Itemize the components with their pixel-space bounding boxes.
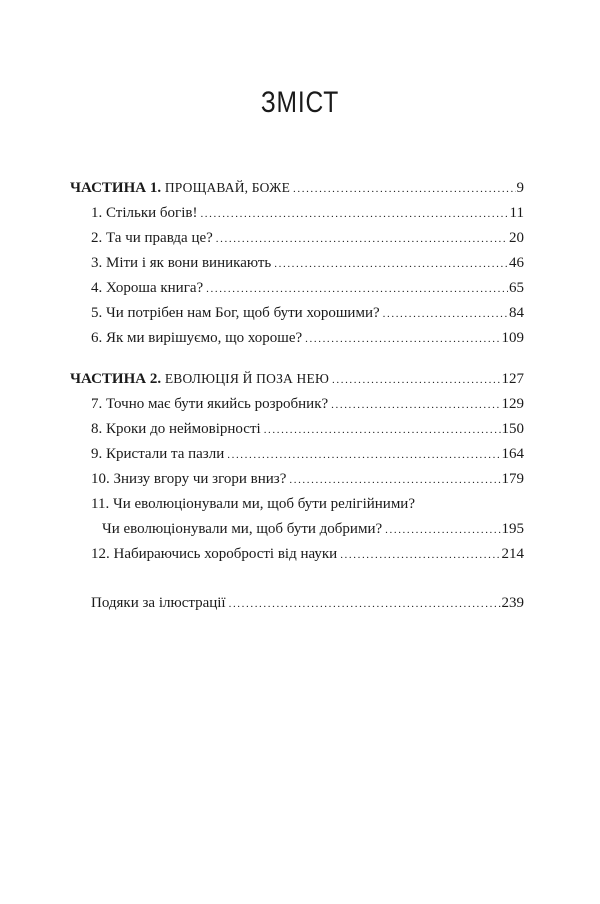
dot-leader xyxy=(229,598,501,610)
part-2-page: 127 xyxy=(501,371,524,387)
dot-leader xyxy=(385,524,500,536)
toc-chapter-1[interactable] xyxy=(70,205,524,230)
chapter-title: 5. Чи потрібен нам Бог, щоб бути хорошими? xyxy=(91,305,380,321)
part-2-label: ЧАСТИНА 2. xyxy=(70,371,162,387)
chapter-page: 164 xyxy=(501,446,524,462)
chapter-page: 11 xyxy=(509,205,524,221)
chapter-page: 20 xyxy=(509,230,524,246)
chapter-page: 179 xyxy=(501,471,524,487)
dot-leader xyxy=(264,424,501,436)
chapter-title: 6. Як ми вирішуємо, що хороше? xyxy=(91,330,303,346)
chapter-title: 7. Точно має бути якийсь розробник? xyxy=(91,396,329,412)
chapter-title: 8. Кроки до неймовірності xyxy=(91,421,261,437)
toc-chapter-6[interactable] xyxy=(70,330,524,355)
toc-chapter-11-line-1[interactable] xyxy=(70,496,524,521)
dot-leader xyxy=(340,549,500,561)
toc-acknowledgements[interactable] xyxy=(70,595,524,620)
chapter-title: 1. Стільки богів! xyxy=(91,205,198,221)
chapter-title: 10. Знизу вгору чи згори вниз? xyxy=(91,471,287,487)
chapter-title: 4. Хороша книга? xyxy=(91,280,204,296)
chapter-page: 46 xyxy=(509,255,524,271)
dot-leader xyxy=(200,208,508,220)
chapter-page: 214 xyxy=(501,546,524,562)
toc-chapter-7[interactable] xyxy=(70,396,524,421)
acknowledgements-title: Подяки за ілюстрації xyxy=(91,595,226,611)
dot-leader xyxy=(383,308,508,320)
toc-chapter-11-line-2[interactable] xyxy=(70,521,524,546)
toc-chapter-10[interactable] xyxy=(70,471,524,496)
toc-chapter-12[interactable] xyxy=(70,546,524,571)
toc-chapter-3[interactable] xyxy=(70,255,524,280)
part-2-heading xyxy=(70,371,329,388)
table-of-contents xyxy=(70,180,524,620)
toc-chapter-5[interactable] xyxy=(70,305,524,330)
toc-chapter-9[interactable] xyxy=(70,446,524,471)
dot-leader xyxy=(293,183,515,195)
chapter-page: 84 xyxy=(509,305,524,321)
chapter-title: 11. Чи еволюціонували ми, щоб бути релігійними? xyxy=(91,496,415,512)
chapter-title: 3. Міти і як вони виникають xyxy=(91,255,272,271)
dot-leader xyxy=(305,333,500,345)
chapter-title: 12. Набираючись хоробрості від науки xyxy=(91,546,338,562)
toc-part-1[interactable] xyxy=(70,180,524,205)
chapter-page: 150 xyxy=(501,421,524,437)
part-2-name: ЕВОЛЮЦІЯ Й ПОЗА НЕЮ xyxy=(164,371,330,386)
part-1-name: ПРОЩАВАЙ, БОЖЕ xyxy=(164,180,291,195)
dot-leader xyxy=(331,399,500,411)
dot-leader xyxy=(206,283,508,295)
part-1-label: ЧАСТИНА 1. xyxy=(70,180,162,196)
toc-chapter-2[interactable] xyxy=(70,230,524,255)
toc-chapter-8[interactable] xyxy=(70,421,524,446)
toc-chapter-4[interactable] xyxy=(70,280,524,305)
page-title: ЗМІСТ xyxy=(260,86,340,119)
chapter-title-continued: Чи еволюціонували ми, щоб бути добрими? xyxy=(102,521,383,537)
dot-leader xyxy=(332,374,500,386)
toc-part-2[interactable] xyxy=(70,371,524,396)
acknowledgements-page: 239 xyxy=(501,595,524,611)
dot-leader xyxy=(227,449,500,461)
part-1-heading xyxy=(70,180,290,197)
part-1-page: 9 xyxy=(516,180,524,196)
chapter-page: 195 xyxy=(501,521,524,537)
dot-leader xyxy=(274,258,508,270)
chapter-title: 9. Кристали та пазли xyxy=(91,446,225,462)
chapter-title: 2. Та чи правда це? xyxy=(91,230,213,246)
chapter-page: 109 xyxy=(501,330,524,346)
chapter-page: 129 xyxy=(501,396,524,412)
dot-leader xyxy=(216,233,508,245)
dot-leader xyxy=(289,474,500,486)
chapter-page: 65 xyxy=(509,280,524,296)
